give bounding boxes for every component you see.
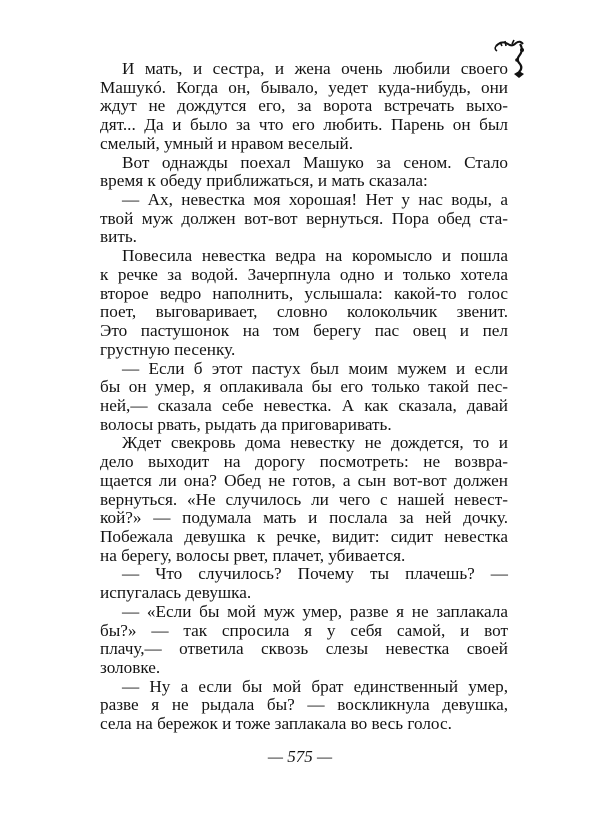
- text-line: — Ах, невестка моя хорошая! Нет у нас воды, а: [122, 190, 508, 210]
- text-line: щается ли она? Обед не готов, а сын вот-вот должен: [100, 470, 508, 490]
- text-line: к речке за водой. Зачерпнула одно и только хотела: [100, 264, 508, 284]
- text-line: плачу,— ответила сквозь слезы невестка своей: [100, 639, 508, 659]
- text-line: ждут не дождутся его, за ворота встречать выхо-: [100, 96, 508, 116]
- text-line: Ждет свекровь дома невестку не дождется, то и: [122, 433, 508, 453]
- text-line: второе ведро наполнить, услышала: какой-то голос: [100, 283, 508, 303]
- text-line: грустную песенку.: [100, 339, 236, 359]
- text-line: дят... Да и было за что его любить. Парень он был: [100, 115, 508, 135]
- text-line: смелый, умный и нравом веселый.: [100, 133, 354, 153]
- text-line: — Ну а если бы мой брат единственный умер,: [122, 676, 508, 696]
- paragraph: [100, 678, 508, 734]
- text-line: волосы рвать, рыдать да приговаривать.: [100, 414, 392, 434]
- text-line: время к обеду приближаться, и мать сказала:: [100, 171, 428, 191]
- page-number: — 575 —: [267, 747, 333, 766]
- text-line: поет, выговаривает, словно колокольчик звенит.: [100, 302, 508, 322]
- text-line: золовке.: [100, 658, 161, 677]
- paragraph: [100, 360, 508, 435]
- text-line: Вот однажды поехал Машуко за сеном. Стало: [122, 152, 508, 172]
- paragraph: [100, 191, 508, 247]
- text-line: И мать, и сестра, и жена очень любили своего: [122, 59, 508, 78]
- text-line: — Если б этот пастух был моим мужем и если: [122, 358, 508, 378]
- text-line: на берегу, волосы рвет, плачет, убивается.: [100, 545, 406, 565]
- paragraph: [100, 247, 508, 359]
- text-line: Это пастушонок на том берегу пас овец и пел: [100, 321, 508, 341]
- text-line: села на бережок и тоже заплакала во весь голос.: [100, 714, 452, 734]
- text-line: дело выходит на дорогу посмотреть: не возвра-: [100, 452, 508, 472]
- text-line: Повесила невестка ведра на коромысло и пошла: [122, 246, 508, 266]
- text-line: разве я не рыдала бы? — воскликнула девушка,: [100, 695, 508, 715]
- text-line: Машукó. Когда он, бывало, уедет куда-нибудь, они: [100, 77, 508, 97]
- paragraph: [100, 565, 508, 602]
- text-line: — «Если бы мой муж умер, разве я не заплакала: [122, 601, 508, 621]
- paragraph: [100, 434, 508, 565]
- page-body-text: [100, 60, 508, 734]
- text-line: ней,— сказала себе невестка. А как сказала, давай: [100, 395, 508, 415]
- text-line: бы он умер, я оплакивала бы его только такой пес-: [100, 377, 508, 397]
- paragraph: [100, 60, 508, 154]
- text-line: вить.: [100, 227, 137, 247]
- text-line: вернуться. «Не случилось ли чего с нашей невест-: [100, 489, 508, 509]
- text-line: — Что случилось? Почему ты плачешь? —: [122, 564, 508, 584]
- text-line: бы?» — так спросила я у себя самой, и вот: [100, 620, 508, 640]
- text-line: твой муж должен вот-вот вернуться. Пора обед ста-: [100, 208, 508, 228]
- text-line: испугалась девушка.: [100, 583, 252, 603]
- paragraph: [100, 603, 508, 678]
- paragraph: [100, 154, 508, 191]
- text-line: Побежала девушка к речке, видит: сидит невестка: [100, 526, 508, 546]
- text-line: кой?» — подумала мать и послала за ней дочку.: [100, 508, 508, 528]
